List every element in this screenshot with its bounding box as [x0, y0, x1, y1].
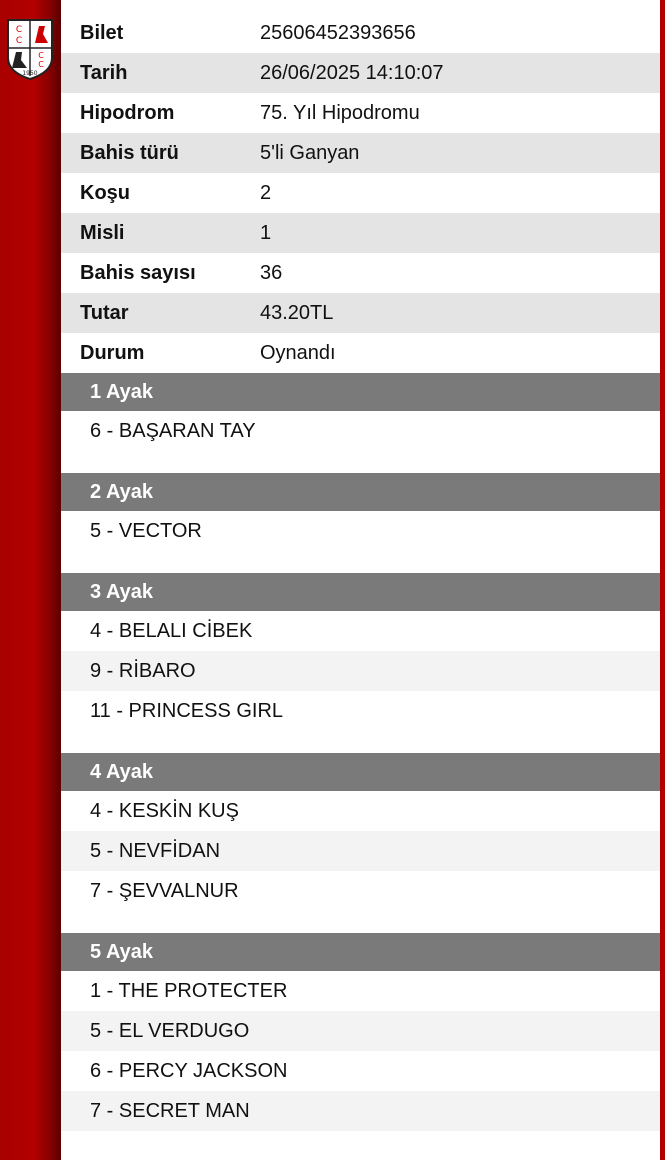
side-bar-right — [660, 0, 665, 1160]
info-row-hippodrome — [61, 93, 660, 133]
horse-item: 7 - SECRET MAN — [61, 1091, 660, 1131]
svg-text:1950: 1950 — [22, 70, 38, 77]
horse-item: 1 - THE PROTECTER — [90, 979, 288, 1002]
info-row-amount — [61, 293, 660, 333]
horse-item: 11 - PRINCESS GIRL — [90, 699, 284, 722]
info-row-date — [61, 53, 660, 93]
club-crest-icon — [5, 18, 55, 80]
info-label: Bilet — [80, 22, 124, 44]
svg-text:C: C — [38, 60, 44, 69]
info-label: Tutar — [80, 301, 129, 324]
info-label: Hipodrom — [80, 101, 175, 124]
info-value: Oynandı — [260, 341, 336, 364]
leg-spacer — [61, 731, 660, 753]
info-row-multiplier — [61, 213, 660, 253]
ticket-detail — [61, 0, 660, 1131]
info-value: 25606452393656 — [260, 22, 416, 44]
info-value: 43.20TL — [260, 301, 334, 324]
horse-item: 5 - EL VERDUGO — [61, 1011, 660, 1051]
info-row-status — [61, 333, 660, 373]
horse-item: 4 - KESKİN KUŞ — [90, 799, 239, 822]
leg-header: 2 Ayak — [61, 473, 660, 511]
side-bar — [0, 0, 61, 1160]
svg-text:C: C — [15, 25, 23, 35]
info-value: 36 — [260, 261, 283, 284]
leg-header: 4 Ayak — [61, 753, 660, 791]
info-row-race — [61, 173, 660, 213]
info-label: Koşu — [80, 181, 130, 204]
info-label: Misli — [80, 221, 125, 244]
horse-item: 4 - BELALI CİBEK — [90, 619, 253, 642]
info-value: 1 — [260, 221, 272, 244]
info-label: Bahis sayısı — [80, 261, 196, 284]
svg-text:C: C — [38, 51, 44, 60]
info-row-ticket — [61, 0, 660, 53]
leg-spacer — [61, 551, 660, 573]
info-row-bet-count — [61, 253, 660, 293]
leg-header: 1 Ayak — [61, 373, 660, 411]
info-label: Durum — [80, 341, 145, 364]
info-row-bet-type — [61, 133, 660, 173]
leg-header: 3 Ayak — [61, 573, 660, 611]
info-value: 75. Yıl Hipodromu — [260, 101, 420, 124]
horse-item: 6 - PERCY JACKSON — [90, 1059, 288, 1082]
info-label: Bahis türü — [80, 141, 179, 164]
leg-spacer — [61, 911, 660, 933]
horse-item: 5 - NEVFİDAN — [61, 831, 660, 871]
horse-item: 5 - VECTOR — [90, 519, 202, 542]
horse-item: 7 - ŞEVVALNUR — [90, 879, 239, 902]
horse-item: 9 - RİBARO — [61, 651, 660, 691]
info-value: 5'li Ganyan — [260, 141, 360, 164]
horse-item: 6 - BAŞARAN TAY — [90, 419, 256, 442]
info-value: 2 — [260, 181, 272, 204]
leg-header: 5 Ayak — [61, 933, 660, 971]
info-value: 26/06/2025 14:10:07 — [260, 61, 444, 84]
svg-text:C: C — [15, 36, 23, 46]
info-label: Tarih — [80, 61, 128, 84]
leg-spacer — [61, 451, 660, 473]
